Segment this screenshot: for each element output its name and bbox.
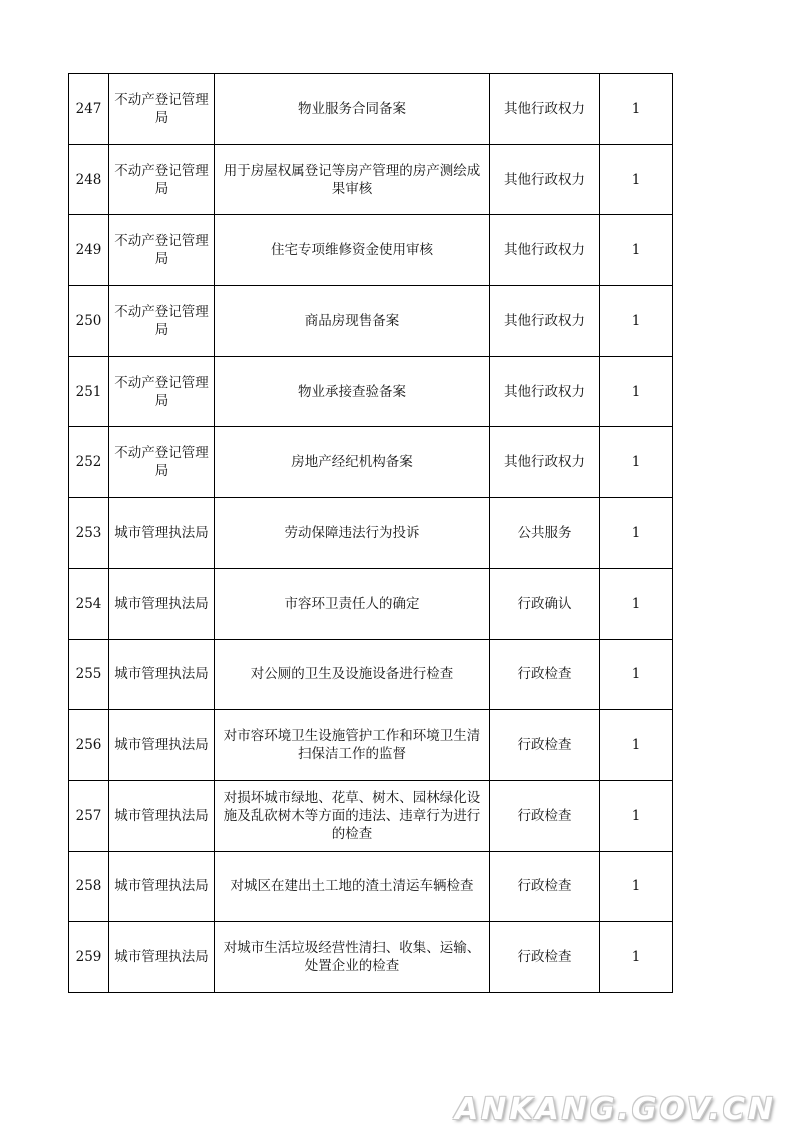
department: 不动产登记管理局	[109, 215, 215, 286]
power-type: 行政检查	[490, 710, 600, 781]
row-number: 251	[69, 356, 109, 427]
row-number: 258	[69, 851, 109, 922]
item-name: 对公厕的卫生及设施设备进行检查	[215, 639, 490, 710]
department: 不动产登记管理局	[109, 356, 215, 427]
table-row	[69, 568, 673, 639]
item-count: 1	[600, 286, 673, 357]
item-count: 1	[600, 851, 673, 922]
row-number: 247	[69, 74, 109, 145]
table-row	[69, 710, 673, 781]
item-count: 1	[600, 780, 673, 851]
table-row	[69, 286, 673, 357]
power-type: 其他行政权力	[490, 427, 600, 498]
department: 城市管理执法局	[109, 639, 215, 710]
table-row	[69, 144, 673, 215]
table-row	[69, 427, 673, 498]
row-number: 253	[69, 498, 109, 569]
power-type: 其他行政权力	[490, 215, 600, 286]
table-row	[69, 356, 673, 427]
powers-table	[68, 73, 673, 993]
power-type: 其他行政权力	[490, 356, 600, 427]
item-name: 物业承接查验备案	[215, 356, 490, 427]
item-name: 住宅专项维修资金使用审核	[215, 215, 490, 286]
table-row	[69, 780, 673, 851]
item-name: 劳动保障违法行为投诉	[215, 498, 490, 569]
row-number: 255	[69, 639, 109, 710]
table-row	[69, 215, 673, 286]
item-count: 1	[600, 144, 673, 215]
department: 不动产登记管理局	[109, 286, 215, 357]
table-row	[69, 922, 673, 993]
table-row	[69, 639, 673, 710]
row-number: 249	[69, 215, 109, 286]
item-count: 1	[600, 922, 673, 993]
department: 城市管理执法局	[109, 851, 215, 922]
department: 城市管理执法局	[109, 568, 215, 639]
department: 城市管理执法局	[109, 710, 215, 781]
department: 城市管理执法局	[109, 922, 215, 993]
item-count: 1	[600, 498, 673, 569]
item-count: 1	[600, 568, 673, 639]
item-name: 商品房现售备案	[215, 286, 490, 357]
power-type: 行政确认	[490, 568, 600, 639]
item-name: 对城区在建出土工地的渣土清运车辆检查	[215, 851, 490, 922]
item-name: 对损坏城市绿地、花草、树木、园林绿化设施及乱砍树木等方面的违法、违章行为进行的检查	[215, 780, 490, 851]
power-type: 行政检查	[490, 851, 600, 922]
item-count: 1	[600, 427, 673, 498]
item-name: 房地产经纪机构备案	[215, 427, 490, 498]
power-type: 行政检查	[490, 780, 600, 851]
item-name: 用于房屋权属登记等房产管理的房产测绘成果审核	[215, 144, 490, 215]
department: 城市管理执法局	[109, 780, 215, 851]
row-number: 257	[69, 780, 109, 851]
item-count: 1	[600, 215, 673, 286]
item-name: 市容环卫责任人的确定	[215, 568, 490, 639]
power-type: 行政检查	[490, 922, 600, 993]
item-name: 对城市生活垃圾经营性清扫、收集、运输、处置企业的检查	[215, 922, 490, 993]
item-name: 物业服务合同备案	[215, 74, 490, 145]
table-row	[69, 74, 673, 145]
row-number: 252	[69, 427, 109, 498]
item-count: 1	[600, 710, 673, 781]
power-type: 其他行政权力	[490, 144, 600, 215]
power-type: 行政检查	[490, 639, 600, 710]
department: 不动产登记管理局	[109, 144, 215, 215]
site-watermark: ANKANG.GOV.CN	[454, 1092, 776, 1127]
department: 不动产登记管理局	[109, 427, 215, 498]
row-number: 248	[69, 144, 109, 215]
item-count: 1	[600, 639, 673, 710]
row-number: 259	[69, 922, 109, 993]
table-body	[69, 74, 673, 993]
item-count: 1	[600, 356, 673, 427]
row-number: 250	[69, 286, 109, 357]
table-row	[69, 498, 673, 569]
table-row	[69, 851, 673, 922]
department: 不动产登记管理局	[109, 74, 215, 145]
power-type: 其他行政权力	[490, 74, 600, 145]
item-count: 1	[600, 74, 673, 145]
power-type: 其他行政权力	[490, 286, 600, 357]
department: 城市管理执法局	[109, 498, 215, 569]
item-name: 对市容环境卫生设施管护工作和环境卫生清扫保洁工作的监督	[215, 710, 490, 781]
row-number: 254	[69, 568, 109, 639]
row-number: 256	[69, 710, 109, 781]
power-type: 公共服务	[490, 498, 600, 569]
